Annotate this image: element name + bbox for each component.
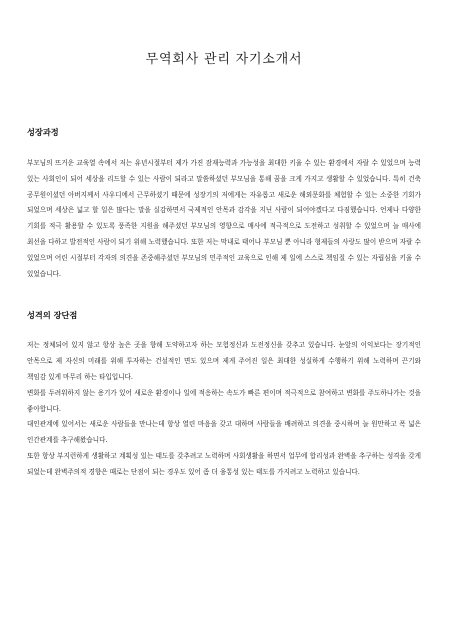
personality-paragraph-3: 대인관계에 있어서는 새로운 사람들을 만나는데 항상 열린 마음을 갖고 대하며 사람들을 배려하고 의견을 중시하며 늘 원만하고 폭 넓은 인간관계를 추구해왔습니다. xyxy=(27,420,421,445)
document-title: 무역회사 관리 자기소개서 xyxy=(145,52,303,67)
section-growth xyxy=(27,126,421,282)
section-heading-personality: 성격의 장단점 xyxy=(27,310,78,321)
personality-paragraph-4: 또한 항상 부지런하게 생활하고 계획성 있는 태도를 갖추려고 노력하며 사회생활을 하면서 업무에 합리성과 완벽을 추구하는 성격을 갖게 되었는데 완벽주의적 경향은 때로는 단점이 되는 경우도 있어 좀 더 융통성 있는 태도를 가지려고 노력하고 있습니다. xyxy=(27,451,421,476)
personality-body xyxy=(27,338,421,480)
section-personality xyxy=(27,309,421,480)
section-heading-growth: 성장과정 xyxy=(27,127,59,137)
personality-paragraph-2: 변화를 두려워하지 않는 용기가 있어 새로운 환경이나 일에 적응하는 속도가 빠른 편이며 적극적으로 참여하고 변화를 주도하나가는 것을 좋아합니다. xyxy=(27,388,421,413)
growth-paragraph: 부모님의 뜨거운 교육열 속에서 저는 유년시절부터 제가 가진 잠재능력과 가능성을 최대한 키울 수 있는 환경에서 자랄 수 있었으며 능력 있는 사회인이 되어 세상을 리드할 수 있는 사람이 되라고 말씀하셨던 부모님을 통해 꿈을 크게 가지고 생활할 수 있었습니다. 특히 건축 공무원이셨던 아버지께서 사우디에서 근무하셨기 때문에 성장기의 저에게는 자유롭고 새로운 해외문화를 체험할 수 있는 소중한 기회가 되었으며 세상은 넓고 할 일은 많다는 말을 실감하면서 국제적인 안목과 감각을 지닌 사람이 되어야겠다고 다짐했습니다. 언제나 다양한 기회를 적극 활용할 수 있도록 풍족한 지원을 해주셨던 부모님의 영향으로 매사에 적극적으로 도전하고 성취할 수 있었으며 늘 매사에 최선을 다하고 발전적인 사람이 되기 위해 노력했습니다. 또한 저는 막내로 태어나 부모님 뿐 아니라 형제들의 사랑도 많이 받으며 자랄 수 있었으며 어린 시절부터 각자의 의견을 존중해주셨던 부모님의 민주적인 교육으로 인해 제 일에 스스로 책임질 수 있는 자립심을 키울 수 있었습니다. xyxy=(27,159,421,278)
personality-paragraph-1: 저는 정체되어 있지 않고 항상 높은 곳을 향해 도약하고자 하는 모험정신과 도전정신을 갖추고 있습니다. 눈앞의 이익보다는 장기적인 안목으로 제 자신의 미래를 위해 투자하는 건설적인 면도 있으며 제게 주어진 일은 최대한 성실하게 수행하기 위해 노력하며 끈기와 책임감 있게 마무리 하는 타입입니다. xyxy=(27,341,421,381)
